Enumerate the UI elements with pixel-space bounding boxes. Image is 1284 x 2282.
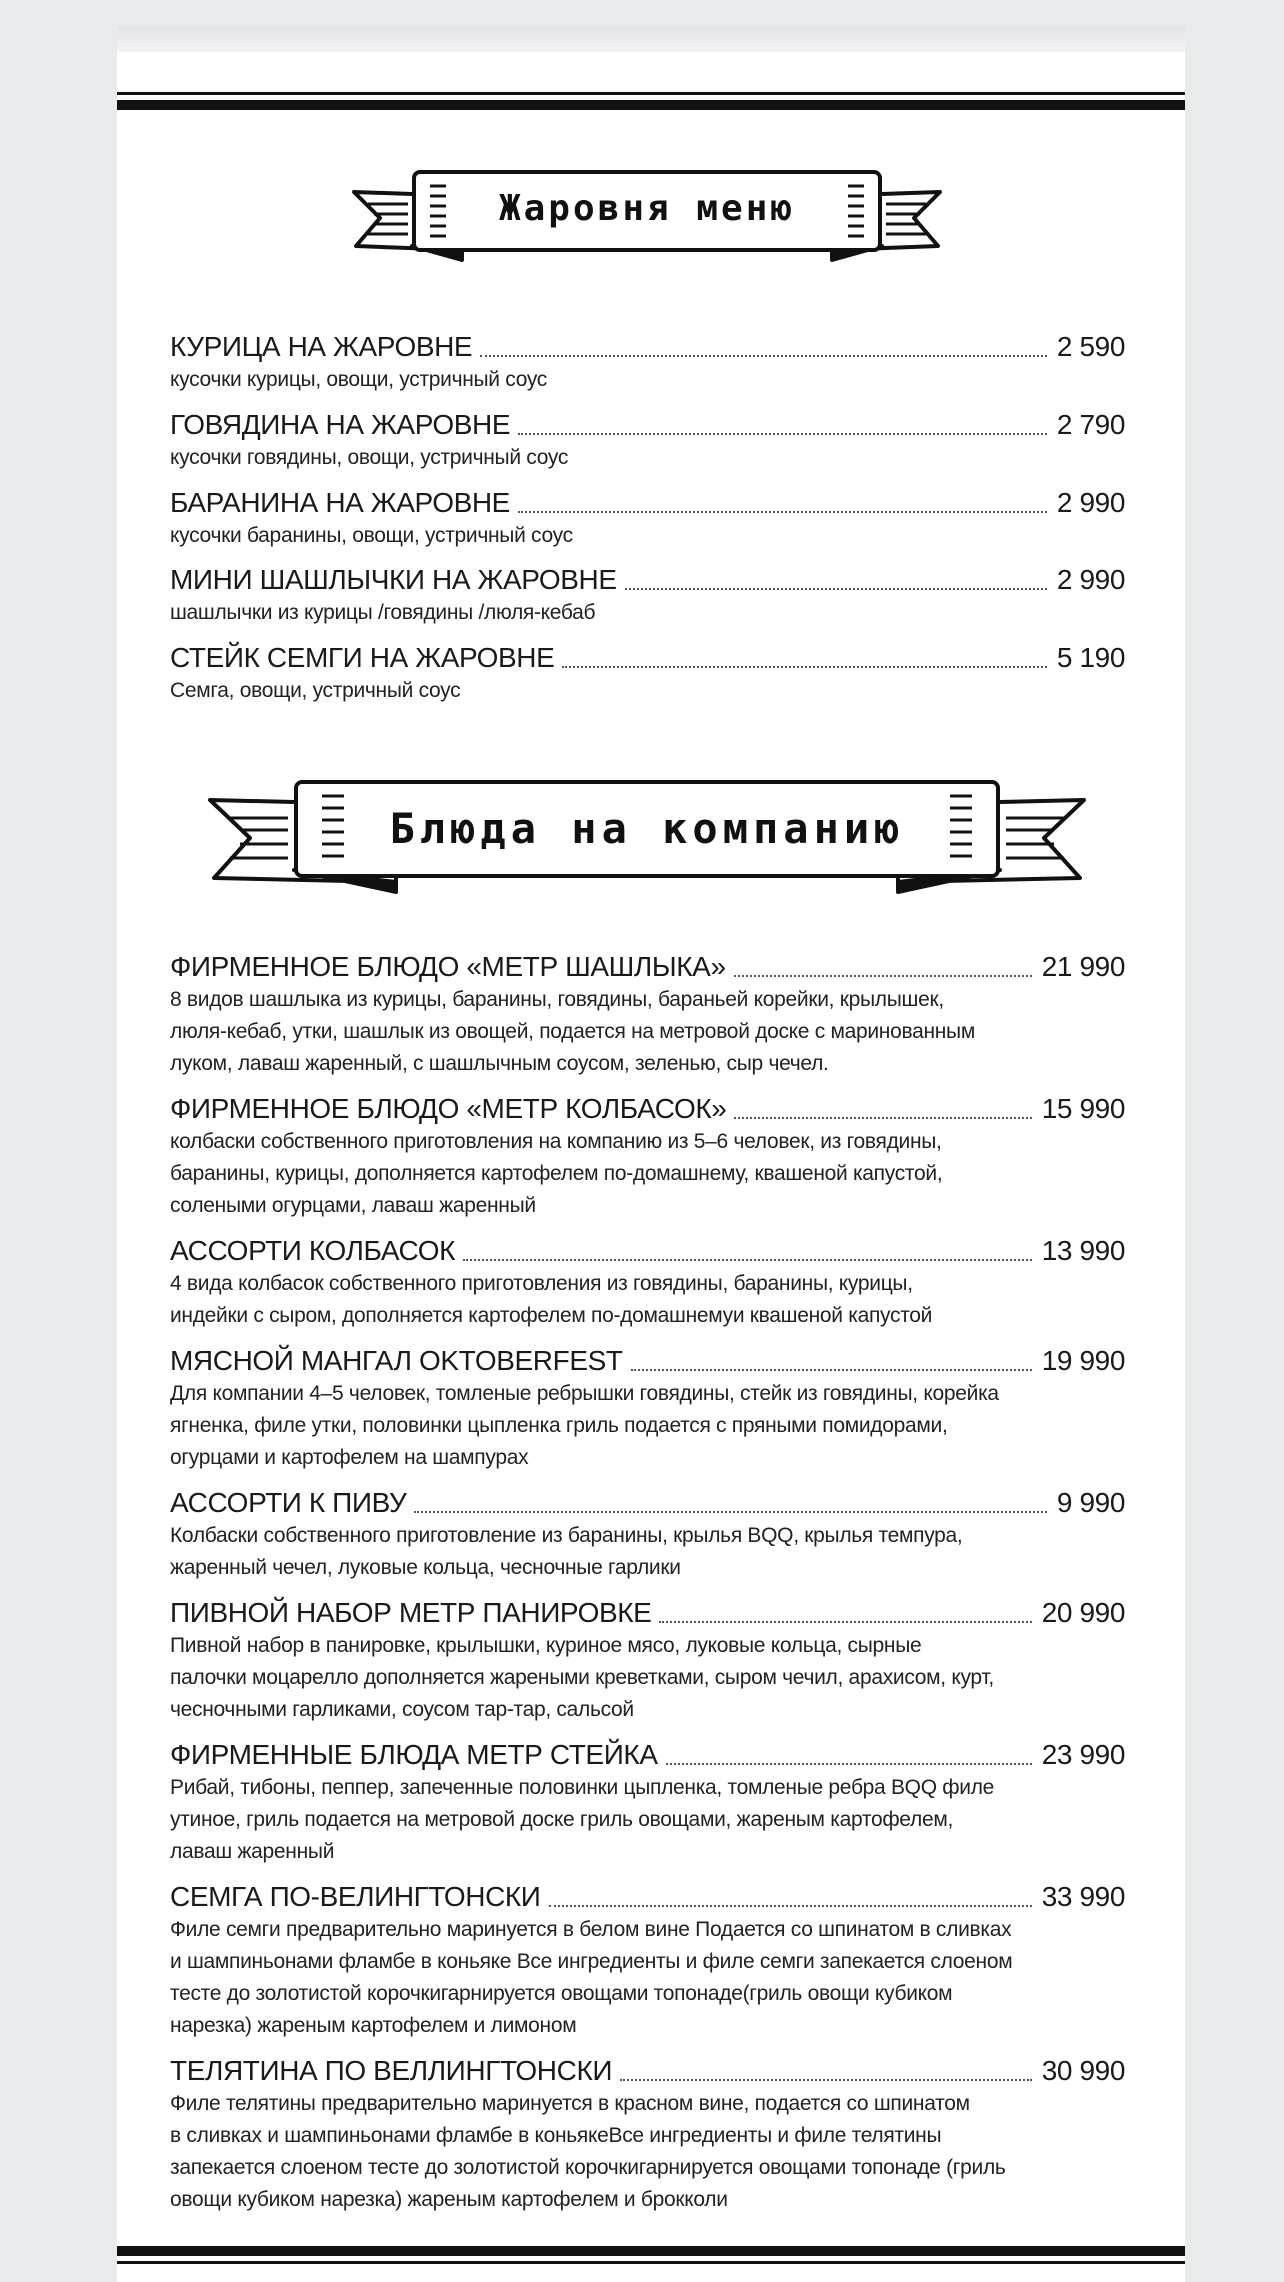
leader-dots — [414, 1511, 1047, 1513]
menu-item — [170, 1344, 1125, 1474]
leader-dots — [620, 2079, 1032, 2081]
top-rule-thin — [117, 92, 1185, 95]
item-price: 15 990 — [1041, 1093, 1125, 1124]
item-name: СЕМГА ПО-ВЕЛИНГТОНСКИ — [170, 1881, 541, 1912]
menu-item — [170, 1486, 1125, 1584]
item-name: ФИРМЕННЫЕ БЛЮДА МЕТР СТЕЙКА — [170, 1739, 658, 1770]
section-banner-grill — [350, 164, 944, 270]
item-description: Для компании 4–5 человек, томленые ребрышки говядины, стейк из говядины, корейка ягненка, филе утки, половинки цыпленка гриль подается с пряными помидорами, огурцами и картофелем на шампурах — [170, 1382, 999, 1469]
leader-dots — [631, 1369, 1032, 1371]
item-price: 2 990 — [1056, 564, 1125, 595]
leader-dots — [625, 588, 1047, 590]
item-name: ФИРМЕННОЕ БЛЮДО «МЕТР ШАШЛЫКА» — [170, 951, 726, 982]
menu-item — [170, 1596, 1125, 1726]
menu-item — [170, 950, 1125, 1080]
leader-dots — [463, 1259, 1032, 1261]
menu-item — [170, 486, 1125, 552]
item-description: колбаски собственного приготовления на компанию из 5–6 человек, из говядины, баранины, курицы, дополняется картофелем по-домашнему, квашеной капустой, солеными огурцами, лаваш жаренный — [170, 1130, 943, 1217]
leader-dots — [659, 1621, 1031, 1623]
item-description: 8 видов шашлыка из курицы, баранины, говядины, бараньей корейки, крылышек, люля-кебаб, утки, шашлык из овощей, подается на метровой доске с маринованным луком, лаваш жаренный, с шашлычным соусом, зеленью, сыр чечел. — [170, 988, 975, 1075]
item-name: ПИВНОЙ НАБОР МЕТР ПАНИРОВКЕ — [170, 1597, 652, 1628]
menu-item — [170, 1234, 1125, 1332]
leader-dots — [666, 1763, 1032, 1765]
item-description: 4 вида колбасок собственного приготовления из говядины, баранины, курицы, индейки с сыром, дополняется картофелем по-домашнемуи квашеной капустой — [170, 1272, 933, 1327]
item-description: кусочки баранины, овощи, устричный соус — [170, 524, 573, 547]
item-price: 9 990 — [1056, 1487, 1125, 1518]
item-name: СТЕЙК СЕМГИ НА ЖАРОВНЕ — [170, 642, 555, 673]
item-name: КУРИЦА НА ЖАРОВНЕ — [170, 331, 473, 362]
item-description: Филе телятины предварительно маринуется в красном вине, подается со шпинатом в сливках и шампиньонами фламбе в коньякеВсе ингредиенты и филе телятины запекается слоеном тесте до золотистой корочкигарнируется овощами топонаде (гриль овощи кубиком нарезка) жареным картофелем и брокколи — [170, 2092, 1006, 2211]
section-banner-company — [206, 774, 1088, 900]
item-price: 19 990 — [1041, 1345, 1125, 1376]
bottom-rule-thin — [117, 2261, 1185, 2264]
item-price: 21 990 — [1041, 951, 1125, 982]
menu-item — [170, 563, 1125, 629]
item-description: Колбаски собственного приготовление из баранины, крылья BQQ, крылья темпура, жаренный чечел, луковые кольца, чесночные гарлики — [170, 1524, 963, 1579]
item-name: БАРАНИНА НА ЖАРОВНЕ — [170, 487, 510, 518]
menu-item — [170, 641, 1125, 707]
leader-dots — [480, 355, 1047, 357]
item-name: ФИРМЕННОЕ БЛЮДО «МЕТР КОЛБАСОК» — [170, 1093, 727, 1124]
item-description: Рибай, тибоны, пеппер, запеченные половинки цыпленка, томленые ребра BQQ филе утиное, гриль подается на метровой доске гриль овощами, жареным картофелем, лаваш жаренный — [170, 1776, 995, 1863]
item-name: ГОВЯДИНА НА ЖАРОВНЕ — [170, 409, 511, 440]
item-description: Семга, овощи, устричный соус — [170, 679, 461, 702]
item-description: кусочки курицы, овощи, устричный соус — [170, 368, 548, 391]
menu-item — [170, 330, 1125, 396]
item-price: 13 990 — [1041, 1235, 1125, 1266]
section-title-company: Блюда на компанию — [389, 804, 905, 853]
item-name: АССОРТИ К ПИВУ — [170, 1487, 407, 1518]
item-name: МЯСНОЙ МАНГАЛ OKTOBERFEST — [170, 1345, 623, 1376]
leader-dots — [518, 433, 1047, 435]
leader-dots — [562, 666, 1047, 668]
bottom-rule-thick — [117, 2246, 1185, 2256]
item-name: ТЕЛЯТИНА ПО ВЕЛЛИНГТОНСКИ — [170, 2055, 613, 2086]
item-description: шашлычки из курицы /говядины /люля-кебаб — [170, 601, 596, 624]
section-title-grill: Жаровня меню — [498, 188, 796, 229]
item-description: Пивной набор в панировке, крылышки, куриное мясо, луковые кольца, сырные палочки моцарелло дополняется жареными креветками, сыром чечил, арахисом, курт, чесночными гарликами, соусом тар-тар, сальсой — [170, 1634, 994, 1721]
item-price: 2 790 — [1056, 409, 1125, 440]
top-strip — [117, 26, 1185, 52]
menu-item — [170, 1738, 1125, 1868]
item-price: 2 590 — [1056, 331, 1125, 362]
item-description: Филе семги предварительно маринуется в белом вине Подается со шпинатом в сливках и шампиньонами фламбе в коньяке Все ингредиенты и филе семги запекается слоеном тесте до золотистой корочкигарнируется овощами топонаде(гриль овощи кубиком нарезка) жареным картофелем и лимоном — [170, 1918, 1013, 2037]
menu-item — [170, 1092, 1125, 1222]
item-price: 30 990 — [1041, 2055, 1125, 2086]
top-rule-thick — [117, 100, 1185, 110]
item-description: кусочки говядины, овощи, устричный соус — [170, 446, 569, 469]
item-price: 33 990 — [1041, 1881, 1125, 1912]
leader-dots — [734, 975, 1032, 977]
menu-item — [170, 1880, 1125, 2042]
item-price: 2 990 — [1056, 487, 1125, 518]
item-price: 5 190 — [1056, 642, 1125, 673]
item-price: 23 990 — [1041, 1739, 1125, 1770]
item-price: 20 990 — [1041, 1597, 1125, 1628]
leader-dots — [734, 1117, 1031, 1119]
item-name: АССОРТИ КОЛБАСОК — [170, 1235, 456, 1266]
item-name: МИНИ ШАШЛЫЧКИ НА ЖАРОВНЕ — [170, 564, 617, 595]
menu-item — [170, 2054, 1125, 2216]
leader-dots — [518, 511, 1047, 513]
menu-item — [170, 408, 1125, 474]
leader-dots — [549, 1905, 1032, 1907]
